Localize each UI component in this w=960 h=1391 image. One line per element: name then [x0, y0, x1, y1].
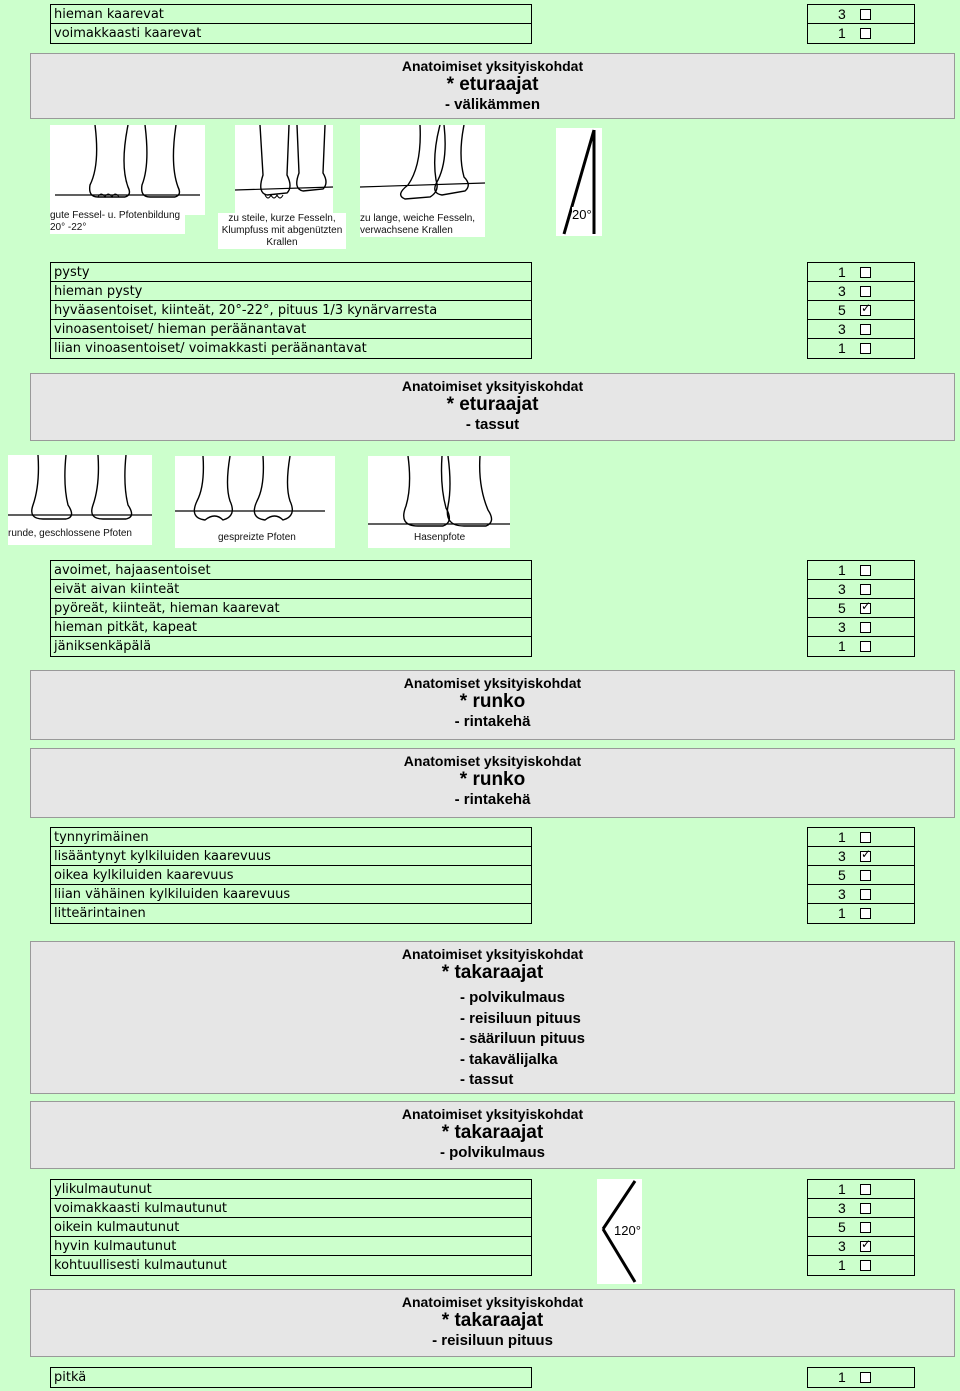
score-row [808, 1199, 914, 1218]
section-subtitle: - tassut [465, 416, 520, 433]
score-row [808, 904, 914, 923]
score-checkbox[interactable] [860, 28, 871, 39]
score-row [808, 1256, 914, 1275]
scores-table-valikammen [807, 262, 915, 359]
option-row: kohtuullisesti kulmautunut [54, 1258, 227, 1273]
section-subtitle: - polvikulmaus [439, 1144, 546, 1161]
score-value: 3 [838, 321, 846, 337]
section-title: * takaraajat [441, 962, 544, 983]
option-row: hieman kaarevat [51, 5, 531, 24]
score-checkbox[interactable] [860, 1203, 871, 1214]
scores-table-tassut [807, 560, 915, 657]
section-header-takaraajat-overview [30, 941, 955, 1094]
score-value: 1 [838, 25, 846, 41]
section-header-runko-1 [30, 670, 955, 740]
score-value: 3 [838, 1200, 846, 1216]
score-row [808, 561, 914, 580]
score-row [808, 339, 914, 358]
option-row: liian vinoasentoiset/ voimakkasti peräänantavat [54, 341, 367, 356]
figure-caption: runde, geschlossene Pfoten [8, 528, 152, 540]
score-row [808, 263, 914, 282]
options-table-polvikulmaus [50, 1179, 532, 1276]
score-value: 1 [838, 905, 846, 921]
score-row [808, 5, 914, 24]
score-value: 3 [838, 848, 846, 864]
option-row: pitkä [54, 1370, 87, 1385]
section-subtitle-list [460, 988, 585, 1091]
score-value: 1 [838, 340, 846, 356]
score-row [808, 866, 914, 885]
option-row: vinoasentoiset/ hieman peräänantavat [51, 320, 531, 339]
section-header-takaraajat-reisiluun [30, 1289, 955, 1357]
section-header-takaraajat-polvikulmaus [30, 1101, 955, 1169]
section-title: * eturaajat [446, 394, 539, 415]
score-value: 1 [838, 638, 846, 654]
option-row: oikea kylkiluiden kaarevuus [51, 866, 531, 885]
score-value: 3 [838, 886, 846, 902]
angle-label: 20° [572, 207, 592, 222]
score-checkbox[interactable] [860, 584, 871, 595]
paw-illustration-good [50, 125, 205, 215]
score-value: 3 [838, 283, 846, 299]
score-checkbox[interactable] [860, 286, 871, 297]
score-checkbox[interactable] [860, 1184, 871, 1195]
section-header-runko-2 [30, 748, 955, 818]
score-row [808, 885, 914, 904]
section-heading: Anatoimiset yksityiskohdat [401, 946, 584, 962]
scores-table-rintakeha [807, 827, 915, 924]
score-value: 5 [838, 867, 846, 883]
score-value: 3 [838, 1238, 846, 1254]
paw-illustration-steep [235, 125, 333, 213]
score-checkbox[interactable] [860, 851, 871, 862]
score-value: 1 [838, 1369, 846, 1385]
section-subtitle: - rintakehä [454, 791, 531, 808]
score-value: 5 [838, 600, 846, 616]
score-checkbox[interactable] [860, 889, 871, 900]
section-subtitle: - reisiluun pituus [432, 1332, 553, 1349]
score-row [808, 580, 914, 599]
score-checkbox[interactable] [860, 641, 871, 652]
option-row: avoimet, hajaasentoiset [51, 561, 531, 580]
score-row [808, 1180, 914, 1199]
top-options-table [50, 4, 532, 44]
option-row: ylikulmautunut [51, 1180, 531, 1199]
option-row: hieman pysty [51, 282, 531, 301]
score-row [808, 1237, 914, 1256]
score-row [808, 301, 914, 320]
section-title: * runko [459, 769, 526, 790]
options-table-valikammen [50, 262, 532, 359]
score-row [808, 828, 914, 847]
option-row: voimakkaasti kulmautunut [51, 1199, 531, 1218]
option-row: liian vähäinen kylkiluiden kaarevuus [51, 885, 531, 904]
score-value: 5 [838, 302, 846, 318]
score-value: 1 [838, 1181, 846, 1197]
score-checkbox[interactable] [860, 343, 871, 354]
options-table-reisiluun [50, 1367, 532, 1388]
score-row [808, 599, 914, 618]
option-row: jäniksenkäpälä [54, 639, 152, 654]
score-value: 5 [838, 1219, 846, 1235]
option-row: pyöreät, kiinteät, hieman kaarevat [51, 599, 531, 618]
option-row: hyväasentoiset, kiinteät, 20°-22°, pituus 1/3 kynärvarresta [51, 301, 531, 320]
score-value: 3 [838, 6, 846, 22]
option-row: oikein kulmautunut [51, 1218, 531, 1237]
section-title: * takaraajat [441, 1310, 544, 1331]
section-subtitle: - polvikulmaus [459, 989, 566, 1006]
score-checkbox[interactable] [860, 622, 871, 633]
score-row [808, 24, 914, 43]
options-table-rintakeha [50, 827, 532, 924]
option-row: voimakkaasti kaarevat [54, 26, 202, 41]
scores-table-polvikulmaus [807, 1179, 915, 1276]
section-subtitle: - takavälijalka [459, 1050, 558, 1068]
score-checkbox[interactable] [860, 1260, 871, 1271]
figure-caption: Hasenpfote [414, 532, 474, 544]
option-row: hyvin kulmautunut [51, 1237, 531, 1256]
score-value: 1 [838, 562, 846, 578]
score-checkbox[interactable] [860, 1372, 871, 1383]
section-title: * takaraajat [441, 1122, 544, 1143]
score-row [808, 1368, 914, 1387]
options-table-tassut [50, 560, 532, 657]
section-header-eturaajat-valikammen [30, 53, 955, 119]
score-row [808, 282, 914, 301]
score-checkbox[interactable] [860, 870, 871, 881]
score-value: 3 [838, 619, 846, 635]
angle-label: 120° [614, 1223, 641, 1238]
option-row: hieman pitkät, kapeat [51, 618, 531, 637]
paw-illustration-weak [360, 125, 485, 215]
score-row [808, 618, 914, 637]
score-value: 1 [838, 1257, 846, 1273]
figure-caption: zu lange, weiche Fesseln, verwachsene Krallen [360, 213, 485, 237]
figure-caption: zu steile, kurze Fesseln, Klumpfuss mit abgenützten Krallen [218, 213, 346, 249]
score-checkbox[interactable] [860, 603, 871, 614]
option-row: tynnyrimäinen [51, 828, 531, 847]
score-checkbox[interactable] [860, 1241, 871, 1252]
section-subtitle: - välikämmen [444, 96, 541, 113]
option-row: litteärintainen [54, 906, 146, 921]
score-checkbox[interactable] [860, 267, 871, 278]
section-subtitle: - rintakehä [454, 713, 531, 730]
section-heading: Anatoimiset yksityiskohdat [401, 58, 584, 74]
option-row: pysty [51, 263, 531, 282]
score-checkbox[interactable] [860, 565, 871, 576]
section-title: * runko [459, 691, 526, 712]
score-checkbox[interactable] [860, 305, 871, 316]
score-value: 3 [838, 581, 846, 597]
score-checkbox[interactable] [860, 908, 871, 919]
score-row [808, 320, 914, 339]
section-subtitle: - reisiluun pituus [459, 1009, 581, 1027]
section-header-eturaajat-tassut [30, 373, 955, 441]
scores-table-reisiluun [807, 1367, 915, 1388]
section-heading: Anatoimiset yksityiskohdat [401, 1106, 584, 1122]
section-heading: Anatoimiset yksityiskohdat [401, 1294, 584, 1310]
figure-caption: gespreizte Pfoten [218, 532, 318, 544]
score-checkbox[interactable] [860, 324, 871, 335]
score-checkbox[interactable] [860, 1222, 871, 1233]
figure-caption: gute Fessel- u. Pfotenbildung 20° -22° [50, 210, 185, 234]
section-heading: Anatoimiset yksityiskohdat [401, 378, 584, 394]
score-row [808, 637, 914, 656]
section-heading: Anatomiset yksityiskohdat [403, 753, 582, 769]
section-subtitle: - sääriluun pituus [459, 1030, 585, 1047]
score-checkbox[interactable] [860, 9, 871, 20]
section-subtitle: - tassut [459, 1071, 514, 1088]
score-value: 1 [838, 829, 846, 845]
score-value: 1 [838, 264, 846, 280]
option-row: lisääntynyt kylkiluiden kaarevuus [51, 847, 531, 866]
score-row [808, 1218, 914, 1237]
score-row [808, 847, 914, 866]
option-row: eivät aivan kiinteät [51, 580, 531, 599]
section-title: * eturaajat [446, 74, 539, 95]
top-scores-table [807, 4, 915, 44]
score-checkbox[interactable] [860, 832, 871, 843]
section-heading: Anatomiset yksityiskohdat [403, 675, 582, 691]
